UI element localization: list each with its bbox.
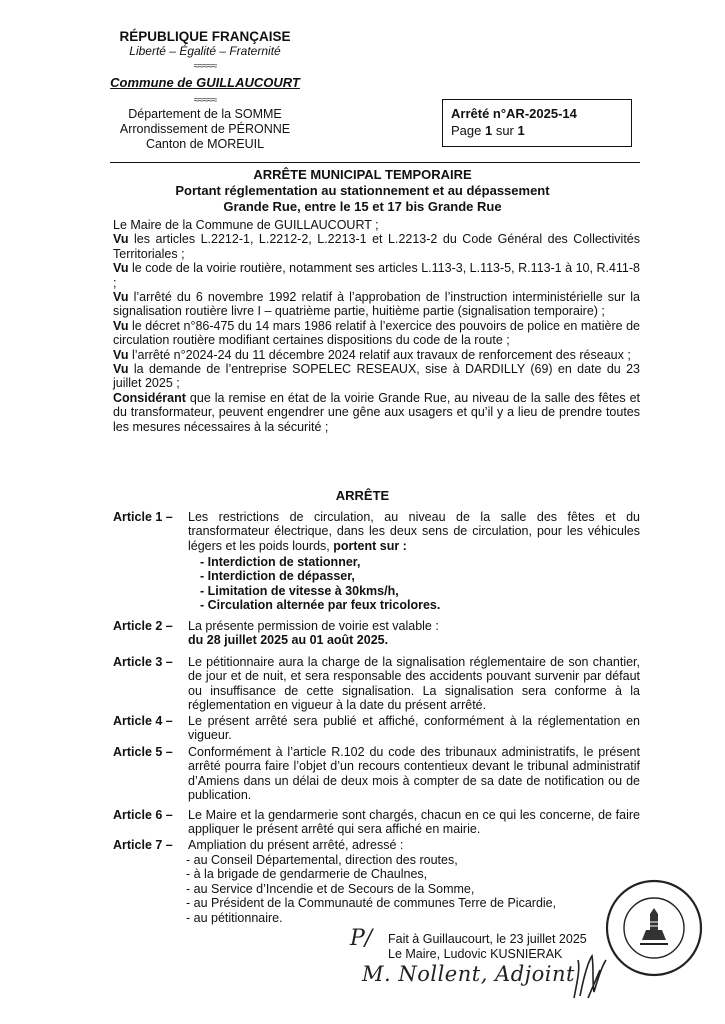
mairie-stamp xyxy=(604,878,704,978)
maire-line: Le Maire de la Commune de GUILLAUCOURT ; xyxy=(113,218,379,232)
considerant-item xyxy=(113,391,640,434)
fait-line: Fait à Guillaucourt, le 23 juillet 2025 xyxy=(388,932,587,946)
article-5-label: Article 5 – xyxy=(113,745,173,759)
pour-annotation: P/ xyxy=(350,926,373,951)
vu-item xyxy=(113,290,640,319)
list-item: - au Service d’Incendie et de Secours de la Somme, xyxy=(186,881,475,896)
vu-label: Vu xyxy=(113,261,129,276)
title-main: ARRÊTE MUNICIPAL TEMPORAIRE xyxy=(253,167,472,182)
vu-item xyxy=(113,261,640,290)
list-item: - Circulation alternée par feux tricolores. xyxy=(200,598,441,613)
article-4-text: Le présent arrêté sera publié et affiché, conformément à la réglementation en vigueur. xyxy=(188,714,640,743)
devise: Liberté – Égalité – Fraternité xyxy=(129,44,281,58)
separator: ≈≈≈≈≈ xyxy=(193,95,217,106)
article-7-label: Article 7 – xyxy=(113,838,173,852)
canton: Canton de MOREUIL xyxy=(145,137,265,151)
page-total: 1 xyxy=(517,123,525,138)
ampliation-list xyxy=(186,853,556,925)
vu-text: la demande de l’entreprise SOPELEC RESEAUX, sise à DARDILLY (69) en date du 23 juillet 2025 ; xyxy=(113,362,640,391)
article-2-body: La présente permission de voirie est valable : xyxy=(188,619,439,633)
article-6-label: Article 6 – xyxy=(113,808,173,822)
article-4-label: Article 4 – xyxy=(113,714,173,728)
considerant-label: Considérant xyxy=(113,390,186,405)
page-prefix: Page xyxy=(451,123,485,138)
page-number: 1 xyxy=(484,123,493,138)
adjoint-handwritten: M. Nollent, Adjoint xyxy=(362,962,575,986)
article-1-body: Les restrictions de circulation, au niveau de la salle des fêtes et du transformateur électrique, dans les deux sens de circulation, pour les véhicules légers et les poids lourds, xyxy=(188,510,640,553)
vu-label: Vu xyxy=(113,362,129,377)
vu-item xyxy=(113,232,640,261)
article-6-text: Le Maire et la gendarmerie sont chargés, chacun en ce qui les concerne, de faire appliquer le présent arrêté qui sera affiché en mairie. xyxy=(188,808,640,837)
arrete-heading: ARRÊTE xyxy=(335,488,390,503)
list-item: - Interdiction de stationner, xyxy=(200,555,361,569)
list-item: - Limitation de vitesse à 30kms/h, xyxy=(200,583,399,598)
article-2-text xyxy=(188,619,640,648)
vu-text: l’arrêté n°2024-24 du 11 décembre 2024 relatif aux travaux de renforcement des réseaux ; xyxy=(128,347,631,362)
vu-text: le code de la voirie routière, notamment ses articles L.113-3, L.113-5, R.113-1 à 10, R.411-8 ; xyxy=(113,261,640,290)
list-item: - au Président de la Communauté de communes Terre de Picardie, xyxy=(186,896,557,911)
republique-heading: RÉPUBLIQUE FRANÇAISE xyxy=(119,29,291,44)
vu-label: Vu xyxy=(113,318,129,333)
commune-name: Commune de GUILLAUCOURT xyxy=(110,75,300,90)
article-1-label: Article 1 – xyxy=(113,510,173,524)
list-item: - Interdiction de dépasser, xyxy=(200,569,355,584)
article-2-label: Article 2 – xyxy=(113,619,173,633)
list-item: - au pétitionnaire. xyxy=(186,910,283,925)
title-location: Grande Rue, entre le 15 et 17 bis Grande Rue xyxy=(223,199,502,214)
article-7-text: Ampliation du présent arrêté, adressé : xyxy=(188,838,404,852)
vu-item xyxy=(113,362,640,391)
vu-item xyxy=(113,319,640,348)
vu-label: Vu xyxy=(113,347,129,362)
list-item: - à la brigade de gendarmerie de Chaulnes, xyxy=(186,867,428,882)
vu-label: Vu xyxy=(113,232,129,247)
page-indicator xyxy=(451,122,623,139)
considerant-text: que la remise en état de la voirie Grande Rue, au niveau de la salle des fêtes et du transformateur, peuvent engendrer une gêne aux usagers et qu’il y a lieu de prendre toutes les mesures nécessaires à la sécurité ; xyxy=(113,390,640,434)
vu-item xyxy=(113,348,640,362)
article-1-text xyxy=(188,510,640,553)
article-5-text: Conformément à l’article R.102 du code des tribunaux administratifs, le présent arrêté pourra faire l’objet d’un recours contentieux devant le tribunal administratif d’Amiens dans un délai de deux mois à compter de sa date de notification ou de publication. xyxy=(188,745,640,803)
vu-label: Vu xyxy=(113,290,129,305)
signature-block xyxy=(388,932,587,961)
page-sep: sur xyxy=(492,123,518,138)
title-subject: Portant réglementation au stationnement et au dépassement xyxy=(175,183,550,198)
separator: ≈≈≈≈≈ xyxy=(193,61,217,72)
vu-text: les articles L.2212-1, L.2212-2, L.2213-1 et L.2213-2 du Code Général des Collectivités Territoriales ; xyxy=(113,232,640,261)
reference-box xyxy=(442,99,632,147)
article-3-text: Le pétitionnaire aura la charge de la signalisation réglementaire de son chantier, de jour et de nuit, et sera responsable des accidents pouvant survenir par défaut ou insuffisance de cette signalisation. La signalisation sera conforme à la réglementation en vigueur à la date du présent arrêté. xyxy=(188,655,640,713)
arrete-number: Arrêté n°AR-2025-14 xyxy=(451,106,577,121)
vu-text: l’arrêté du 6 novembre 1992 relatif à l’approbation de l’instruction interministérielle sur la signalisation routière livre I – quatrième partie, huitième partie (signalisation temporaire) ; xyxy=(113,290,640,319)
preamble xyxy=(113,218,640,434)
divider xyxy=(110,162,640,163)
article-2-dates: du 28 juillet 2025 au 01 août 2025. xyxy=(188,633,389,648)
arrondissement: Arrondissement de PÉRONNE xyxy=(119,122,291,136)
vu-text: le décret n°86-475 du 14 mars 1986 relatif à l’exercice des pouvoirs de police en matière de circulation routière modifiant certaines dispositions du code de la route ; xyxy=(113,318,640,348)
admin-info xyxy=(100,107,310,152)
list-item: - au Conseil Départemental, direction des routes, xyxy=(186,853,458,867)
maire-name: Le Maire, Ludovic KUSNIERAK xyxy=(388,946,563,961)
departement: Département de la SOMME xyxy=(128,107,282,121)
article-3-label: Article 3 – xyxy=(113,655,173,669)
article-1-bold: portent sur : xyxy=(333,538,407,553)
article-1-list xyxy=(200,555,440,613)
